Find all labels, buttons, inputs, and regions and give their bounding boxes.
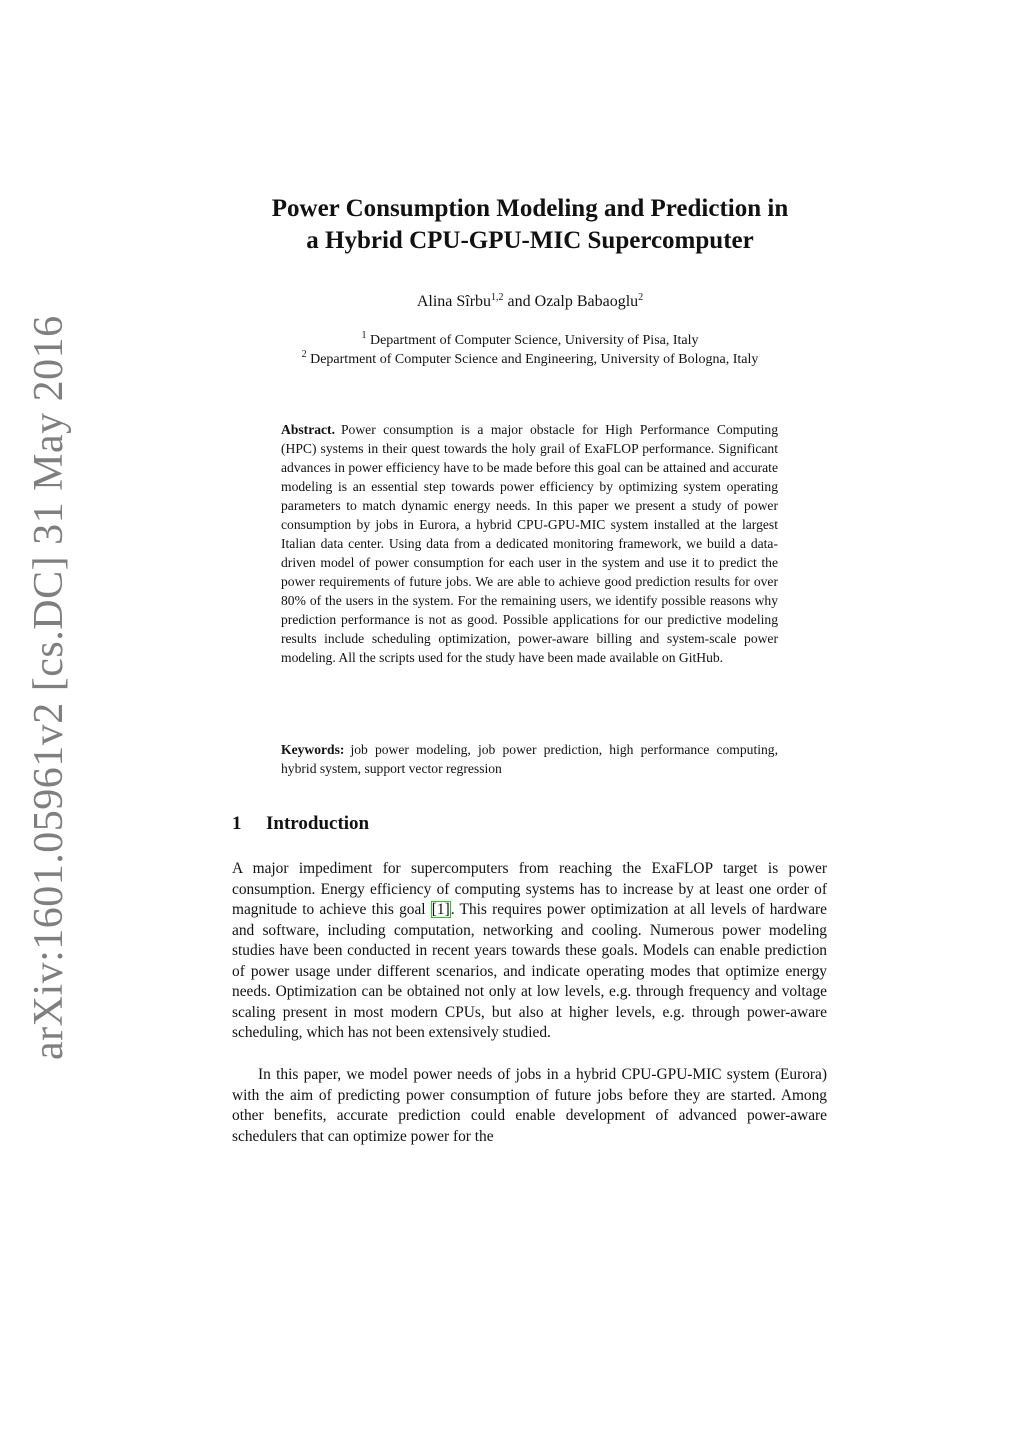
intro-paragraph-1 — [232, 859, 827, 1044]
title-line-2: a Hybrid CPU-GPU-MIC Supercomputer — [306, 227, 754, 254]
author-name: Ozalp Babaoglu — [534, 293, 639, 310]
title-line-1: Power Consumption Modeling and Prediction in — [271, 195, 789, 222]
affiliation-text: Department of Computer Science and Engineering, University of Bologna, Italy — [310, 352, 759, 367]
intro-paragraph-2: In this paper, we model power needs of jobs in a hybrid CPU-GPU-MIC system (Eurora) with the aim of predicting power consumption of future jobs before they are started. Among other benefits, accurate prediction could enable development of advanced power-aware schedulers that can optimize power for the — [232, 1066, 827, 1145]
section-number: 1 — [232, 813, 242, 834]
paper-title — [200, 193, 860, 257]
keywords-text: job power modeling, job power prediction, high performance computing, hybrid system, support vector regression — [281, 742, 778, 776]
affiliation-text: Department of Computer Science, University of Pisa, Italy — [369, 333, 699, 348]
abstract-label: Abstract. — [281, 422, 335, 437]
affiliation-mark: 1 — [361, 330, 367, 341]
paragraph-text: . This requires power optimization at all levels of hardware and software, including computation, networking and cooling. Numerous power modeling studies have been conducted in recent years towards these goals. Models can enable prediction of power usage under different scenarios, and indicate operating modes that optimize energy needs. Optimization can be obtained not only at low levels, e.g. through frequency and voltage scaling present in most modern CPUs, but also at higher levels, e.g. through power-aware scheduling, which has not been extensively studied. — [232, 901, 827, 1041]
paragraph-text: A major impediment for supercomputers from reaching the ExaFLOP target is power consumption. Energy efficiency of computing systems has to increase by at least one order of magnitude to achieve this goal — [232, 860, 827, 918]
section-title: Introduction — [266, 813, 370, 834]
keywords-block — [281, 740, 778, 778]
keywords-label: Keywords: — [281, 742, 345, 757]
author-list — [200, 292, 860, 311]
affiliation-2 — [200, 349, 860, 368]
arxiv-identifier-stamp: arXiv:1601.05961v2 [cs.DC] 31 May 2016 — [26, 315, 72, 1060]
affiliation-mark: 2 — [301, 349, 307, 360]
abstract-text: Power consumption is a major obstacle for High Performance Computing (HPC) systems in their quest towards the holy grail of ExaFLOP performance. Significant advances in power efficiency have to be made before this goal can be attained and accurate modeling is an essential step towards power efficiency by optimizing system operating parameters to match dynamic energy needs. In this paper we present a study of power consumption by jobs in Eurora, a hybrid CPU-GPU-MIC system installed at the largest Italian data center. Using data from a dedicated monitoring framework, we build a data-driven model of power consumption for each user in the system and use it to predict the power requirements of future jobs. We are able to achieve good prediction results for over 80% of the users in the system. For the remaining users, we identify possible reasons why prediction performance is not as good. Possible applications for our predictive modeling results include scheduling optimization, power-aware billing and system-scale power modeling. All the scripts used for the study have been made available on GitHub. — [281, 422, 778, 665]
section-heading-introduction — [232, 813, 369, 835]
abstract-block — [281, 420, 778, 667]
author-connector: and — [507, 293, 531, 310]
citation-link[interactable]: [1] — [431, 901, 450, 918]
author-affiliation-mark: 1,2 — [491, 292, 504, 303]
author-name: Alina Sîrbu — [416, 293, 492, 310]
author-affiliation-mark: 2 — [638, 292, 644, 303]
affiliation-1 — [200, 330, 860, 349]
